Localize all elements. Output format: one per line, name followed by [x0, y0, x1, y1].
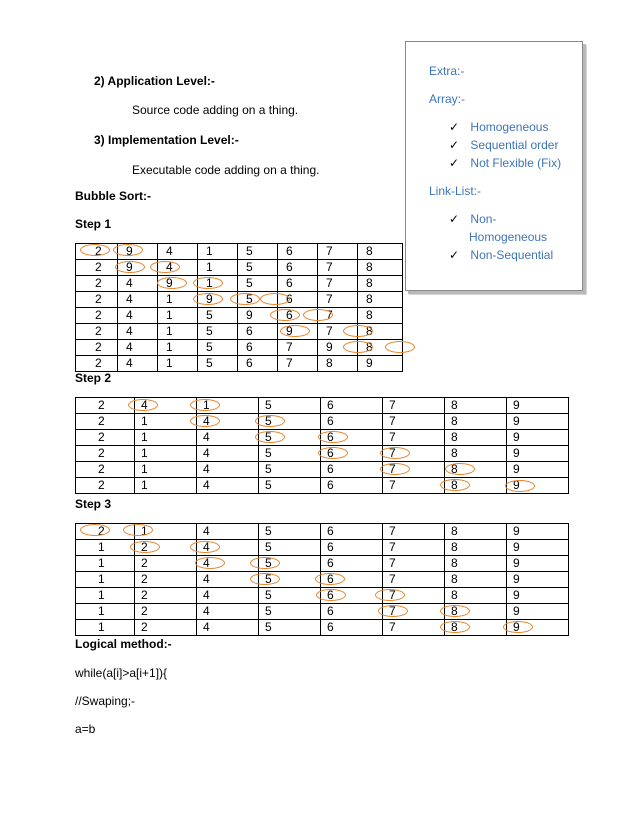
annotation-circle	[315, 573, 345, 585]
table-cell: 4	[197, 604, 259, 620]
table-cell: 7	[318, 308, 358, 324]
table-cell: 2	[76, 340, 118, 356]
annotation-circle	[195, 557, 225, 569]
table-cell: 5	[238, 276, 278, 292]
table-cell: 4	[197, 540, 259, 556]
table-cell: 1	[135, 524, 197, 540]
table-cell: 1	[76, 588, 135, 604]
table-cell: 7	[383, 462, 445, 478]
table-cell: 1	[76, 540, 135, 556]
table-cell: 2	[76, 324, 118, 340]
table-cell: 4	[197, 572, 259, 588]
array-item-1: ✓ Homogeneous	[449, 120, 549, 134]
table-cell: 2	[76, 430, 135, 446]
table-cell: 1	[76, 620, 135, 636]
table-cell: 4	[135, 398, 197, 414]
table-cell: 8	[358, 260, 403, 276]
table-cell: 7	[278, 356, 318, 372]
table-cell: 1	[76, 556, 135, 572]
table-cell: 8	[358, 308, 403, 324]
annotation-circle	[318, 447, 348, 459]
table-cell: 8	[358, 324, 403, 340]
table-cell: 2	[76, 398, 135, 414]
table-cell: 9	[507, 478, 569, 494]
annotation-circle	[190, 399, 220, 411]
table-cell: 5	[238, 260, 278, 276]
table-cell: 6	[321, 398, 383, 414]
extra-label: Extra:-	[429, 64, 465, 78]
table-cell: 1	[76, 604, 135, 620]
annotation-circle	[440, 605, 470, 617]
link-list-label: Link-List:-	[429, 184, 482, 198]
annotation-circle	[505, 480, 535, 492]
table-cell: 5	[259, 604, 321, 620]
table-cell: 5	[198, 324, 238, 340]
table-cell: 6	[278, 244, 318, 260]
table-cell: 9	[507, 462, 569, 478]
table-cell: 1	[158, 340, 198, 356]
annotation-circle	[190, 541, 220, 553]
table-cell: 6	[278, 308, 318, 324]
table-cell: 8	[445, 446, 507, 462]
table-cell: 7	[383, 524, 445, 540]
annotation-circle	[380, 463, 410, 475]
table-cell: 6	[278, 260, 318, 276]
link-item-2: ✓ Non-Sequential	[449, 248, 554, 262]
table-cell: 4	[197, 588, 259, 604]
table-cell: 7	[383, 556, 445, 572]
table-cell: 6	[321, 588, 383, 604]
table-cell: 5	[259, 556, 321, 572]
table-cell: 7	[383, 604, 445, 620]
code-line-2: //Swaping;-	[75, 694, 136, 708]
bubble-sort-heading: Bubble Sort:-	[75, 189, 151, 203]
table-cell: 9	[118, 244, 158, 260]
table-cell: 8	[445, 398, 507, 414]
table-cell: 4	[118, 276, 158, 292]
table-cell: 7	[278, 340, 318, 356]
link-item-1-cont: Homogeneous	[469, 230, 548, 244]
implementation-level-heading: 3) Implementation Level:-	[94, 133, 239, 147]
application-level-heading: 2) Application Level:-	[94, 74, 215, 88]
table-cell: 9	[507, 588, 569, 604]
table-cell: 7	[383, 620, 445, 636]
annotation-circle	[157, 277, 187, 289]
application-level-desc: Source code adding on a thing.	[132, 103, 299, 117]
table-row	[76, 556, 569, 572]
table-cell: 8	[445, 556, 507, 572]
table-cell: 2	[76, 260, 118, 276]
step1-heading: Step 1	[75, 217, 112, 231]
table-cell: 7	[318, 324, 358, 340]
table-cell: 8	[318, 356, 358, 372]
table-cell: 6	[321, 556, 383, 572]
annotation-circle	[80, 524, 110, 536]
table-cell: 7	[383, 572, 445, 588]
table-cell: 9	[507, 556, 569, 572]
step3-heading: Step 3	[75, 497, 112, 511]
table-cell: 8	[445, 430, 507, 446]
annotation-circle	[440, 479, 470, 491]
table-cell: 2	[135, 556, 197, 572]
table-cell: 9	[198, 292, 238, 308]
logical-method-heading: Logical method:-	[75, 637, 172, 651]
table-cell: 4	[197, 556, 259, 572]
annotation-circle	[503, 621, 533, 633]
annotation-circle	[343, 325, 373, 337]
table-cell: 7	[383, 398, 445, 414]
table-cell: 5	[259, 524, 321, 540]
table-cell: 6	[321, 524, 383, 540]
table-cell: 7	[383, 588, 445, 604]
table-cell: 1	[135, 414, 197, 430]
table-cell: 1	[76, 572, 135, 588]
annotation-circle	[80, 244, 110, 256]
table-cell: 9	[358, 356, 403, 372]
table-cell: 1	[135, 430, 197, 446]
table-row	[76, 308, 403, 324]
table-cell: 2	[76, 478, 135, 494]
table-cell: 1	[158, 356, 198, 372]
annotation-circle	[380, 447, 410, 459]
table-cell: 1	[135, 478, 197, 494]
table-cell: 2	[76, 356, 118, 372]
table-cell: 6	[321, 430, 383, 446]
table-cell: 8	[358, 276, 403, 292]
table-cell: 6	[321, 620, 383, 636]
annotation-circle	[445, 463, 475, 475]
table-cell: 4	[197, 414, 259, 430]
table-cell: 8	[445, 462, 507, 478]
table-cell: 9	[507, 572, 569, 588]
table-cell: 6	[321, 446, 383, 462]
table-cell: 6	[321, 572, 383, 588]
table-cell: 8	[445, 620, 507, 636]
annotation-circle	[193, 277, 223, 289]
table-cell: 5	[259, 398, 321, 414]
annotation-circle	[115, 261, 145, 273]
table-cell: 2	[76, 308, 118, 324]
table-cell: 1	[158, 308, 198, 324]
step2-heading: Step 2	[75, 371, 112, 385]
annotation-circle	[230, 293, 260, 305]
table-cell: 2	[76, 462, 135, 478]
table-cell: 1	[135, 446, 197, 462]
table-row	[76, 620, 569, 636]
table-cell: 1	[158, 324, 198, 340]
table-cell: 1	[197, 398, 259, 414]
table-cell: 8	[358, 340, 403, 356]
table-cell: 2	[76, 292, 118, 308]
table-cell: 7	[383, 446, 445, 462]
checkmark-icon: ✓	[449, 120, 460, 134]
annotation-circle	[250, 557, 280, 569]
table-cell: 8	[358, 244, 403, 260]
table-cell: 4	[197, 478, 259, 494]
annotation-circle	[255, 415, 285, 427]
table-cell: 4	[158, 244, 198, 260]
annotation-circle	[318, 431, 348, 443]
table-row	[76, 604, 569, 620]
table-cell: 9	[507, 524, 569, 540]
table-cell: 4	[118, 292, 158, 308]
table-cell: 4	[197, 430, 259, 446]
table-cell: 4	[118, 324, 158, 340]
table-cell: 5	[198, 356, 238, 372]
table-cell: 5	[238, 292, 278, 308]
table-cell: 6	[238, 340, 278, 356]
annotation-circle	[150, 261, 180, 273]
table-cell: 7	[318, 292, 358, 308]
table-cell: 1	[198, 244, 238, 260]
table-cell: 2	[76, 244, 118, 260]
table-cell: 5	[259, 620, 321, 636]
table-cell: 8	[445, 414, 507, 430]
table-cell: 9	[507, 604, 569, 620]
table-cell: 4	[197, 446, 259, 462]
annotation-circle	[260, 293, 290, 305]
table-cell: 2	[76, 524, 135, 540]
table-cell: 7	[383, 430, 445, 446]
table-cell: 5	[198, 340, 238, 356]
table-cell: 1	[158, 292, 198, 308]
checkmark-icon: ✓	[449, 156, 460, 170]
table-cell: 4	[118, 356, 158, 372]
table-cell: 8	[445, 588, 507, 604]
annotation-circle	[385, 341, 415, 353]
table-cell: 9	[318, 340, 358, 356]
table-cell: 8	[445, 572, 507, 588]
table-cell: 5	[238, 244, 278, 260]
table-cell: 5	[198, 308, 238, 324]
annotation-circle	[378, 605, 408, 617]
table-cell: 9	[507, 414, 569, 430]
table-cell: 2	[76, 414, 135, 430]
table-cell: 5	[259, 588, 321, 604]
table-cell: 5	[259, 478, 321, 494]
annotation-circle	[316, 589, 346, 601]
table-cell: 4	[118, 340, 158, 356]
checkmark-icon: ✓	[449, 248, 460, 262]
annotation-circle	[123, 524, 153, 536]
table-cell: 5	[259, 572, 321, 588]
checkmark-icon: ✓	[449, 138, 460, 152]
annotation-circle	[270, 309, 300, 321]
table-cell: 7	[318, 276, 358, 292]
annotation-circle	[440, 621, 470, 633]
code-line-1: while(a[i]>a[i+1]){	[75, 666, 168, 680]
annotation-circle	[128, 399, 158, 411]
table-cell: 8	[445, 540, 507, 556]
table-cell: 6	[321, 414, 383, 430]
table-row	[76, 478, 569, 494]
table-cell: 7	[383, 540, 445, 556]
table-cell: 7	[318, 260, 358, 276]
code-line-3: a=b	[75, 722, 96, 736]
annotation-circle	[130, 541, 160, 553]
table-cell: 2	[135, 540, 197, 556]
step2-table	[75, 397, 569, 494]
annotation-circle	[250, 573, 280, 585]
table-cell: 8	[358, 292, 403, 308]
table-row	[76, 462, 569, 478]
table-cell: 1	[198, 260, 238, 276]
annotation-circle	[193, 293, 223, 305]
table-cell: 7	[318, 244, 358, 260]
table-cell: 9	[158, 276, 198, 292]
annotation-circle	[255, 431, 285, 443]
table-cell: 8	[445, 478, 507, 494]
annotation-circle	[113, 244, 143, 256]
table-cell: 9	[507, 540, 569, 556]
extra-callout-box	[405, 41, 583, 291]
table-cell: 9	[507, 446, 569, 462]
table-row	[76, 276, 403, 292]
checkmark-icon: ✓	[449, 212, 460, 226]
table-cell: 2	[135, 572, 197, 588]
annotation-circle	[190, 415, 220, 427]
table-row	[76, 356, 403, 372]
table-cell: 4	[158, 260, 198, 276]
table-cell: 5	[259, 540, 321, 556]
table-cell: 6	[321, 478, 383, 494]
table-cell: 2	[135, 604, 197, 620]
table-cell: 4	[197, 462, 259, 478]
table-cell: 9	[507, 398, 569, 414]
table-cell: 1	[198, 276, 238, 292]
table-cell: 4	[197, 620, 259, 636]
table-cell: 6	[321, 604, 383, 620]
table-cell: 4	[197, 524, 259, 540]
link-item-1: ✓ Non-	[449, 212, 497, 226]
table-cell: 5	[259, 462, 321, 478]
table-row	[76, 414, 569, 430]
table-cell: 8	[445, 524, 507, 540]
table-cell: 5	[259, 430, 321, 446]
table-cell: 9	[238, 308, 278, 324]
table-cell: 6	[238, 356, 278, 372]
implementation-level-desc: Executable code adding on a thing.	[132, 163, 320, 177]
table-cell: 6	[321, 462, 383, 478]
table-cell: 9	[507, 430, 569, 446]
table-cell: 9	[278, 324, 318, 340]
table-cell: 9	[118, 260, 158, 276]
annotation-circle	[375, 589, 405, 601]
array-label: Array:-	[429, 92, 465, 106]
table-cell: 2	[76, 446, 135, 462]
table-cell: 1	[135, 462, 197, 478]
table-cell: 6	[321, 540, 383, 556]
array-item-2: ✓ Sequential order	[449, 138, 559, 152]
table-cell: 7	[383, 414, 445, 430]
table-cell: 6	[238, 324, 278, 340]
table-cell: 2	[135, 620, 197, 636]
array-item-3: ✓ Not Flexible (Fix)	[449, 156, 562, 170]
annotation-circle	[303, 309, 333, 321]
table-cell: 2	[135, 588, 197, 604]
table-cell: 5	[259, 446, 321, 462]
table-cell: 4	[118, 308, 158, 324]
annotation-circle	[343, 341, 373, 353]
table-cell: 7	[383, 478, 445, 494]
table-cell: 8	[445, 604, 507, 620]
table-cell: 5	[259, 414, 321, 430]
annotation-circle	[280, 325, 310, 337]
table-cell: 9	[507, 620, 569, 636]
table-cell: 2	[76, 276, 118, 292]
table-cell: 6	[278, 292, 318, 308]
table-cell: 6	[278, 276, 318, 292]
